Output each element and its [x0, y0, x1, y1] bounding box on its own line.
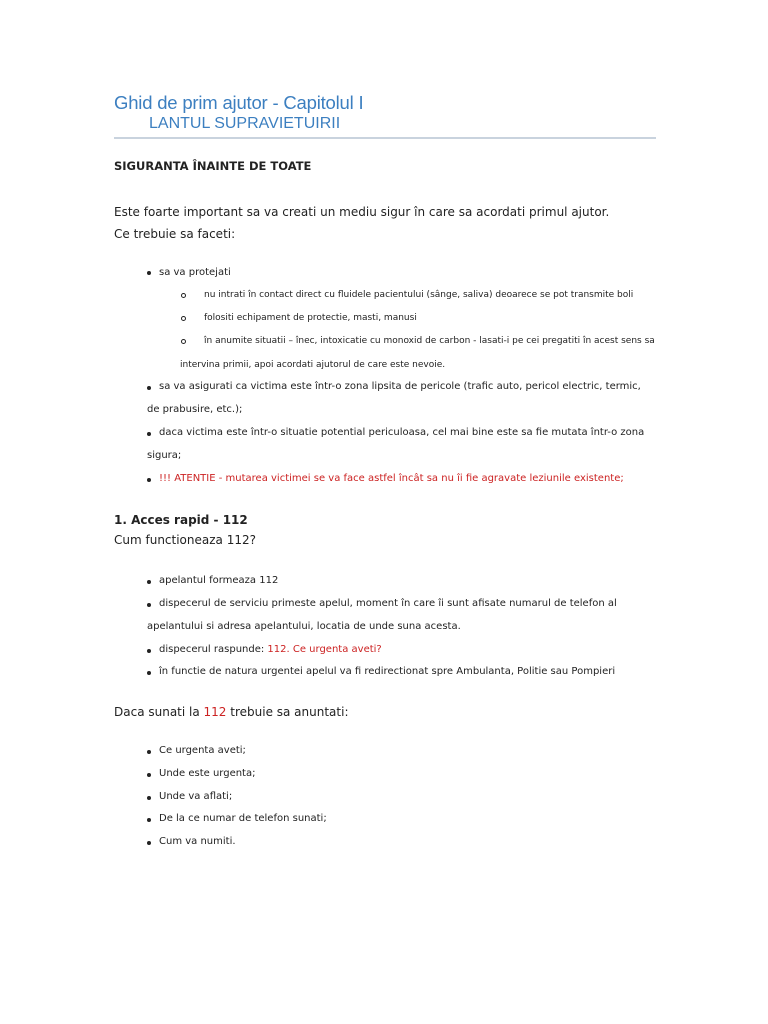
- bullet-icon: [147, 671, 151, 675]
- call-intro-number: 112: [203, 705, 227, 719]
- sub-list-item: nu intrati în contact direct cu fluidele pacientului (sânge, saliva) deoarece se pot transmite boli: [204, 290, 634, 300]
- bullet-icon: [147, 773, 151, 777]
- list-item: Unde va aflati;: [159, 791, 233, 802]
- list-item: [159, 644, 382, 655]
- bullet-icon: [147, 580, 151, 584]
- sub-list-item: folositi echipament de protectie, masti, manusi: [204, 313, 417, 323]
- bullet-icon: [147, 603, 151, 607]
- list-item: dispecerul de serviciu primeste apelul, moment în care îi sunt afisate numarul de telefon al: [159, 598, 617, 609]
- call-intro-after: trebuie sa anuntati:: [226, 705, 349, 719]
- 112-question: Cum functioneaza 112?: [114, 533, 256, 547]
- bullet-icon: [147, 386, 151, 390]
- list-item: Cum va numiti.: [159, 836, 236, 847]
- document-title: Ghid de prim ajutor - Capitolul I: [114, 92, 364, 113]
- sub-list-item-continuation: intervina primii, apoi acordati ajutorul de care este nevoie.: [180, 360, 446, 370]
- list-item: Unde este urgenta;: [159, 768, 256, 779]
- list-item: Ce urgenta aveti;: [159, 745, 246, 756]
- list-item: sa va protejati: [159, 267, 231, 278]
- list-item-continuation: sigura;: [147, 450, 182, 461]
- bullet-icon: [147, 818, 151, 822]
- list-item: daca victima este într-o situatie potential periculoasa, cel mai bine este sa fie mutata într-o zona: [159, 427, 645, 438]
- circle-bullet-icon: [181, 293, 186, 298]
- bullet-icon: [147, 841, 151, 845]
- document-subtitle: LANTUL SUPRAVIETUIRII: [149, 115, 341, 132]
- bullet-icon: [147, 271, 151, 275]
- list-item-continuation: de prabusire, etc.);: [147, 404, 243, 415]
- section-heading-112: 1. Acces rapid - 112: [114, 513, 248, 527]
- list-item: în functie de natura urgentei apelul va fi redirectionat spre Ambulanta, Politie sau Pompieri: [159, 666, 616, 677]
- safety-question: Ce trebuie sa faceti:: [114, 227, 236, 241]
- red-highlight: 112. Ce urgenta aveti?: [267, 644, 382, 655]
- bullet-icon: [147, 649, 151, 653]
- circle-bullet-icon: [181, 339, 186, 344]
- list-item: sa va asigurati ca victima este într-o zona lipsita de pericole (trafic auto, pericol electric, termic,: [159, 381, 641, 392]
- circle-bullet-icon: [181, 316, 186, 321]
- alert-list-item: !!! ATENTIE - mutarea victimei se va face astfel încât sa nu îi fie agravate leziunile existente;: [159, 473, 624, 484]
- list-item: De la ce numar de telefon sunati;: [159, 813, 327, 824]
- sub-list-item: în anumite situatii – înec, intoxicatie cu monoxid de carbon - lasati-i pe cei pregatiti în acest sens sa: [204, 336, 655, 346]
- list-item: apelantul formeaza 112: [159, 575, 279, 586]
- bullet-icon: [147, 796, 151, 800]
- safety-intro: Este foarte important sa va creati un mediu sigur în care sa acordati primul ajutor.: [114, 205, 610, 219]
- bullet-icon: [147, 750, 151, 754]
- list-item-text: dispecerul raspunde:: [159, 644, 268, 655]
- document-header: [114, 92, 656, 139]
- bullet-icon: [147, 478, 151, 482]
- bullet-icon: [147, 432, 151, 436]
- call-intro-before: Daca sunati la: [114, 705, 204, 719]
- section-heading-safety: SIGURANTA ÎNAINTE DE TOATE: [114, 159, 312, 173]
- call-intro: [114, 705, 349, 719]
- list-item-continuation: apelantului si adresa apelantului, locatia de unde suna acesta.: [147, 621, 461, 632]
